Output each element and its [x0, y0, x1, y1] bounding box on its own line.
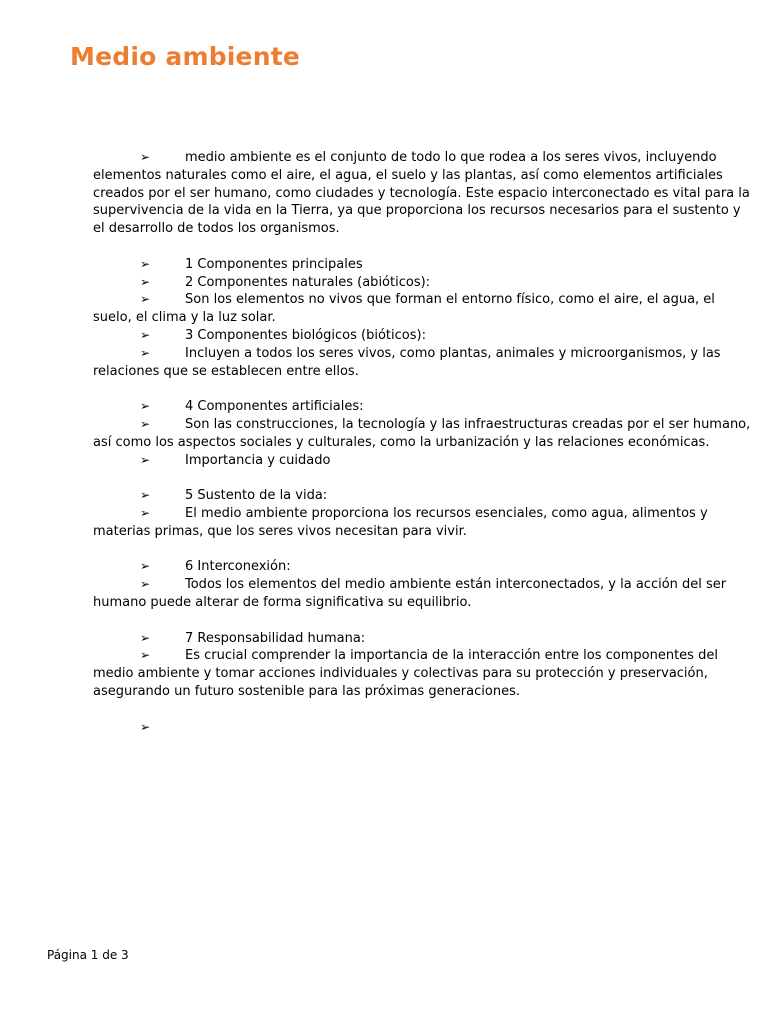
bullet-item-continuation [93, 185, 750, 203]
bullet-item [93, 327, 723, 345]
bullet-item [93, 576, 727, 594]
bullet-item-continuation [93, 434, 723, 452]
page-number-footer: Página 1 de 3 [47, 948, 129, 962]
bullet-text: humano puede alterar de forma significativa su equilibrio. [93, 594, 472, 610]
paragraph-spacer [93, 701, 723, 719]
bullet-item-continuation [93, 665, 723, 683]
bullet-item [93, 274, 723, 292]
arrowhead-bullet-icon: ➢ [140, 416, 151, 431]
arrowhead-bullet-icon: ➢ [140, 399, 151, 414]
bullet-text: 5 Sustento de la vida: [185, 488, 328, 504]
arrowhead-bullet-icon: ➢ [140, 488, 151, 503]
bullet-text: Importancia y cuidado [185, 452, 331, 468]
arrowhead-bullet-icon: ➢ [140, 559, 151, 574]
bullet-text: Son los elementos no vivos que forman el entorno físico, como el aire, el agua, el [185, 292, 715, 308]
bullet-text: 4 Componentes artificiales: [185, 399, 364, 415]
bullet-item [93, 398, 723, 416]
bullet-item [93, 647, 723, 665]
bullet-text: Es crucial comprender la importancia de la interacción entre los componentes del [185, 648, 718, 664]
bullet-item-continuation [93, 363, 723, 381]
paragraph-spacer [93, 541, 723, 559]
bullet-item-continuation [93, 594, 723, 612]
bullet-item-continuation [93, 523, 723, 541]
bullet-text: suelo, el clima y la luz solar. [93, 310, 276, 326]
bullet-text: Son las construcciones, la tecnología y las infraestructuras creadas por el ser humano, [185, 416, 751, 432]
bullet-text: El medio ambiente proporciona los recursos esenciales, como agua, alimentos y [185, 505, 708, 521]
bullet-item-continuation [93, 167, 723, 185]
arrowhead-bullet-icon: ➢ [140, 452, 151, 467]
bullet-text: el desarrollo de todos los organismos. [93, 221, 340, 237]
arrowhead-bullet-icon: ➢ [140, 150, 151, 164]
paragraph-spacer [93, 612, 723, 630]
arrowhead-bullet-icon: ➢ [140, 327, 151, 342]
bullet-item-continuation [93, 202, 741, 220]
bullet-item [93, 505, 723, 523]
paragraph-spacer [93, 238, 723, 256]
bullet-text: materias primas, que los seres vivos necesitan para vivir. [93, 523, 467, 539]
document-title: Medio ambiente [70, 42, 301, 71]
bullet-text: Incluyen a todos los seres vivos, como plantas, animales y microorganismos, y las [185, 345, 721, 361]
arrowhead-bullet-icon: ➢ [140, 630, 151, 645]
bullet-item-continuation [93, 309, 723, 327]
arrowhead-bullet-icon: ➢ [140, 345, 151, 360]
bullet-text: creados por el ser humano, como ciudades y tecnología. Este espacio interconectado es vital para la [93, 185, 750, 201]
bullet-text: relaciones que se establecen entre ellos. [93, 363, 359, 379]
bullet-item [93, 558, 723, 576]
bullet-text: medio ambiente es el conjunto de todo lo que rodea a los seres vivos, incluyendo [185, 150, 717, 165]
paragraph-spacer [93, 469, 723, 487]
bullet-text: elementos naturales como el aire, el agua, el suelo y las plantas, así como elementos artificiales [93, 167, 723, 183]
bullet-item [93, 291, 723, 309]
bullet-item [93, 487, 723, 505]
bullet-item [93, 630, 723, 648]
bullet-text: supervivencia de la vida en la Tierra, ya que proporciona los recursos necesarios para el sustento y [93, 203, 741, 219]
arrowhead-bullet-icon: ➢ [140, 505, 151, 520]
bullet-text: 7 Responsabilidad humana: [185, 630, 366, 646]
bullet-item-continuation [93, 683, 723, 701]
document-body [93, 149, 751, 736]
bullet-item [93, 149, 723, 167]
bullet-text: así como los aspectos sociales y culturales, como la urbanización y las relaciones económicas. [93, 434, 710, 450]
bullet-item [93, 452, 723, 470]
bullet-text: asegurando un futuro sostenible para las próximas generaciones. [93, 683, 520, 699]
bullet-text: 1 Componentes principales [185, 256, 363, 272]
bullet-item [93, 256, 723, 274]
bullet-text: Todos los elementos del medio ambiente están interconectados, y la acción del ser [185, 577, 727, 593]
arrowhead-bullet-icon: ➢ [140, 274, 151, 289]
bullet-text: 3 Componentes biológicos (bióticos): [185, 327, 426, 343]
arrowhead-bullet-icon: ➢ [140, 256, 151, 271]
arrowhead-bullet-icon: ➢ [140, 292, 151, 307]
arrowhead-bullet-icon: ➢ [140, 719, 151, 734]
bullet-text: 2 Componentes naturales (abióticos): [185, 274, 431, 290]
arrowhead-bullet-icon: ➢ [140, 648, 151, 663]
bullet-text: medio ambiente y tomar acciones individuales y colectivas para su protección y preservación, [93, 666, 708, 682]
paragraph-spacer [93, 380, 723, 398]
bullet-item [93, 345, 723, 363]
bullet-text: 6 Interconexión: [185, 559, 291, 575]
bullet-item [93, 719, 723, 737]
bullet-item-continuation [93, 220, 723, 238]
bullet-item [93, 416, 751, 434]
arrowhead-bullet-icon: ➢ [140, 577, 151, 592]
